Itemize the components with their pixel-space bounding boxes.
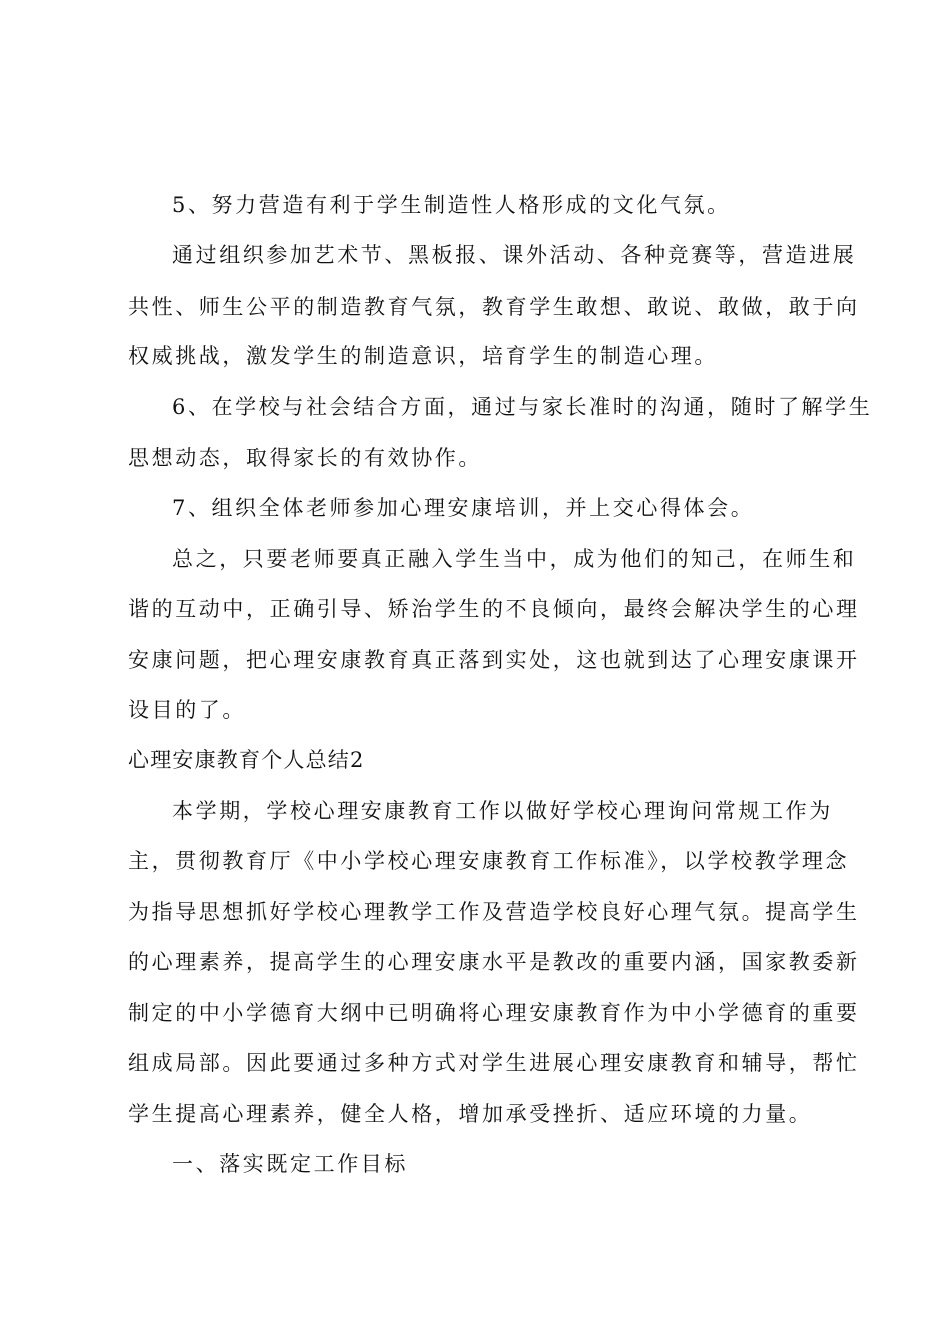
paragraph-line: 主，贯彻教育厅《中小学校心理安康教育工作标准》，以学校教学理念 [128,849,850,873]
subheading: 一、落实既定工作目标 [172,1152,408,1176]
paragraph-line: 总之，只要老师要真正融入学生当中，成为他们的知己，在师生和 [172,547,857,571]
paragraph-line: 6、在学校与社会结合方面，通过与家长准时的沟通，随时了解学生 [172,395,873,419]
paragraph-line: 思想动态，取得家长的有效协作。 [128,446,482,470]
section-heading: 心理安康教育个人总结2 [128,748,365,772]
paragraph-line: 共性、师生公平的制造教育气氛，教育学生敢想、敢说、敢做，敢于向 [128,295,860,319]
paragraph-line: 设目的了。 [128,698,246,722]
paragraph-line: 权威挑战，激发学生的制造意识，培育学生的制造心理。 [128,344,718,368]
paragraph-line: 本学期，学校心理安康教育工作以做好学校心理询问常规工作为 [172,799,833,823]
paragraph-line: 学生提高心理素养，健全人格，增加承受挫折、适应环境的力量。 [128,1102,813,1126]
paragraph-line: 组成局部。因此要通过多种方式对学生进展心理安康教育和辅导，帮忙 [128,1051,860,1075]
paragraph-line: 的心理素养，提高学生的心理安康水平是教改的重要内涵，国家教委新 [128,950,860,974]
paragraph-line: 为指导思想抓好学校心理教学工作及营造学校良好心理气氛。提高学生 [128,900,860,924]
paragraph-line: 5、努力营造有利于学生制造性人格形成的文化气氛。 [172,193,731,217]
paragraph-line: 安康问题，把心理安康教育真正落到实处，这也就到达了心理安康课开 [128,648,860,672]
paragraph-line: 制定的中小学德育大纲中已明确将心理安康教育作为中小学德育的重要 [128,1001,860,1025]
paragraph-line: 通过组织参加艺术节、黑板报、课外活动、各种竞赛等，营造进展 [172,243,857,267]
paragraph-line: 谐的互动中，正确引导、矫治学生的不良倾向，最终会解决学生的心理 [128,597,860,621]
paragraph-line: 7、组织全体老师参加心理安康培训，并上交心得体会。 [172,496,755,520]
